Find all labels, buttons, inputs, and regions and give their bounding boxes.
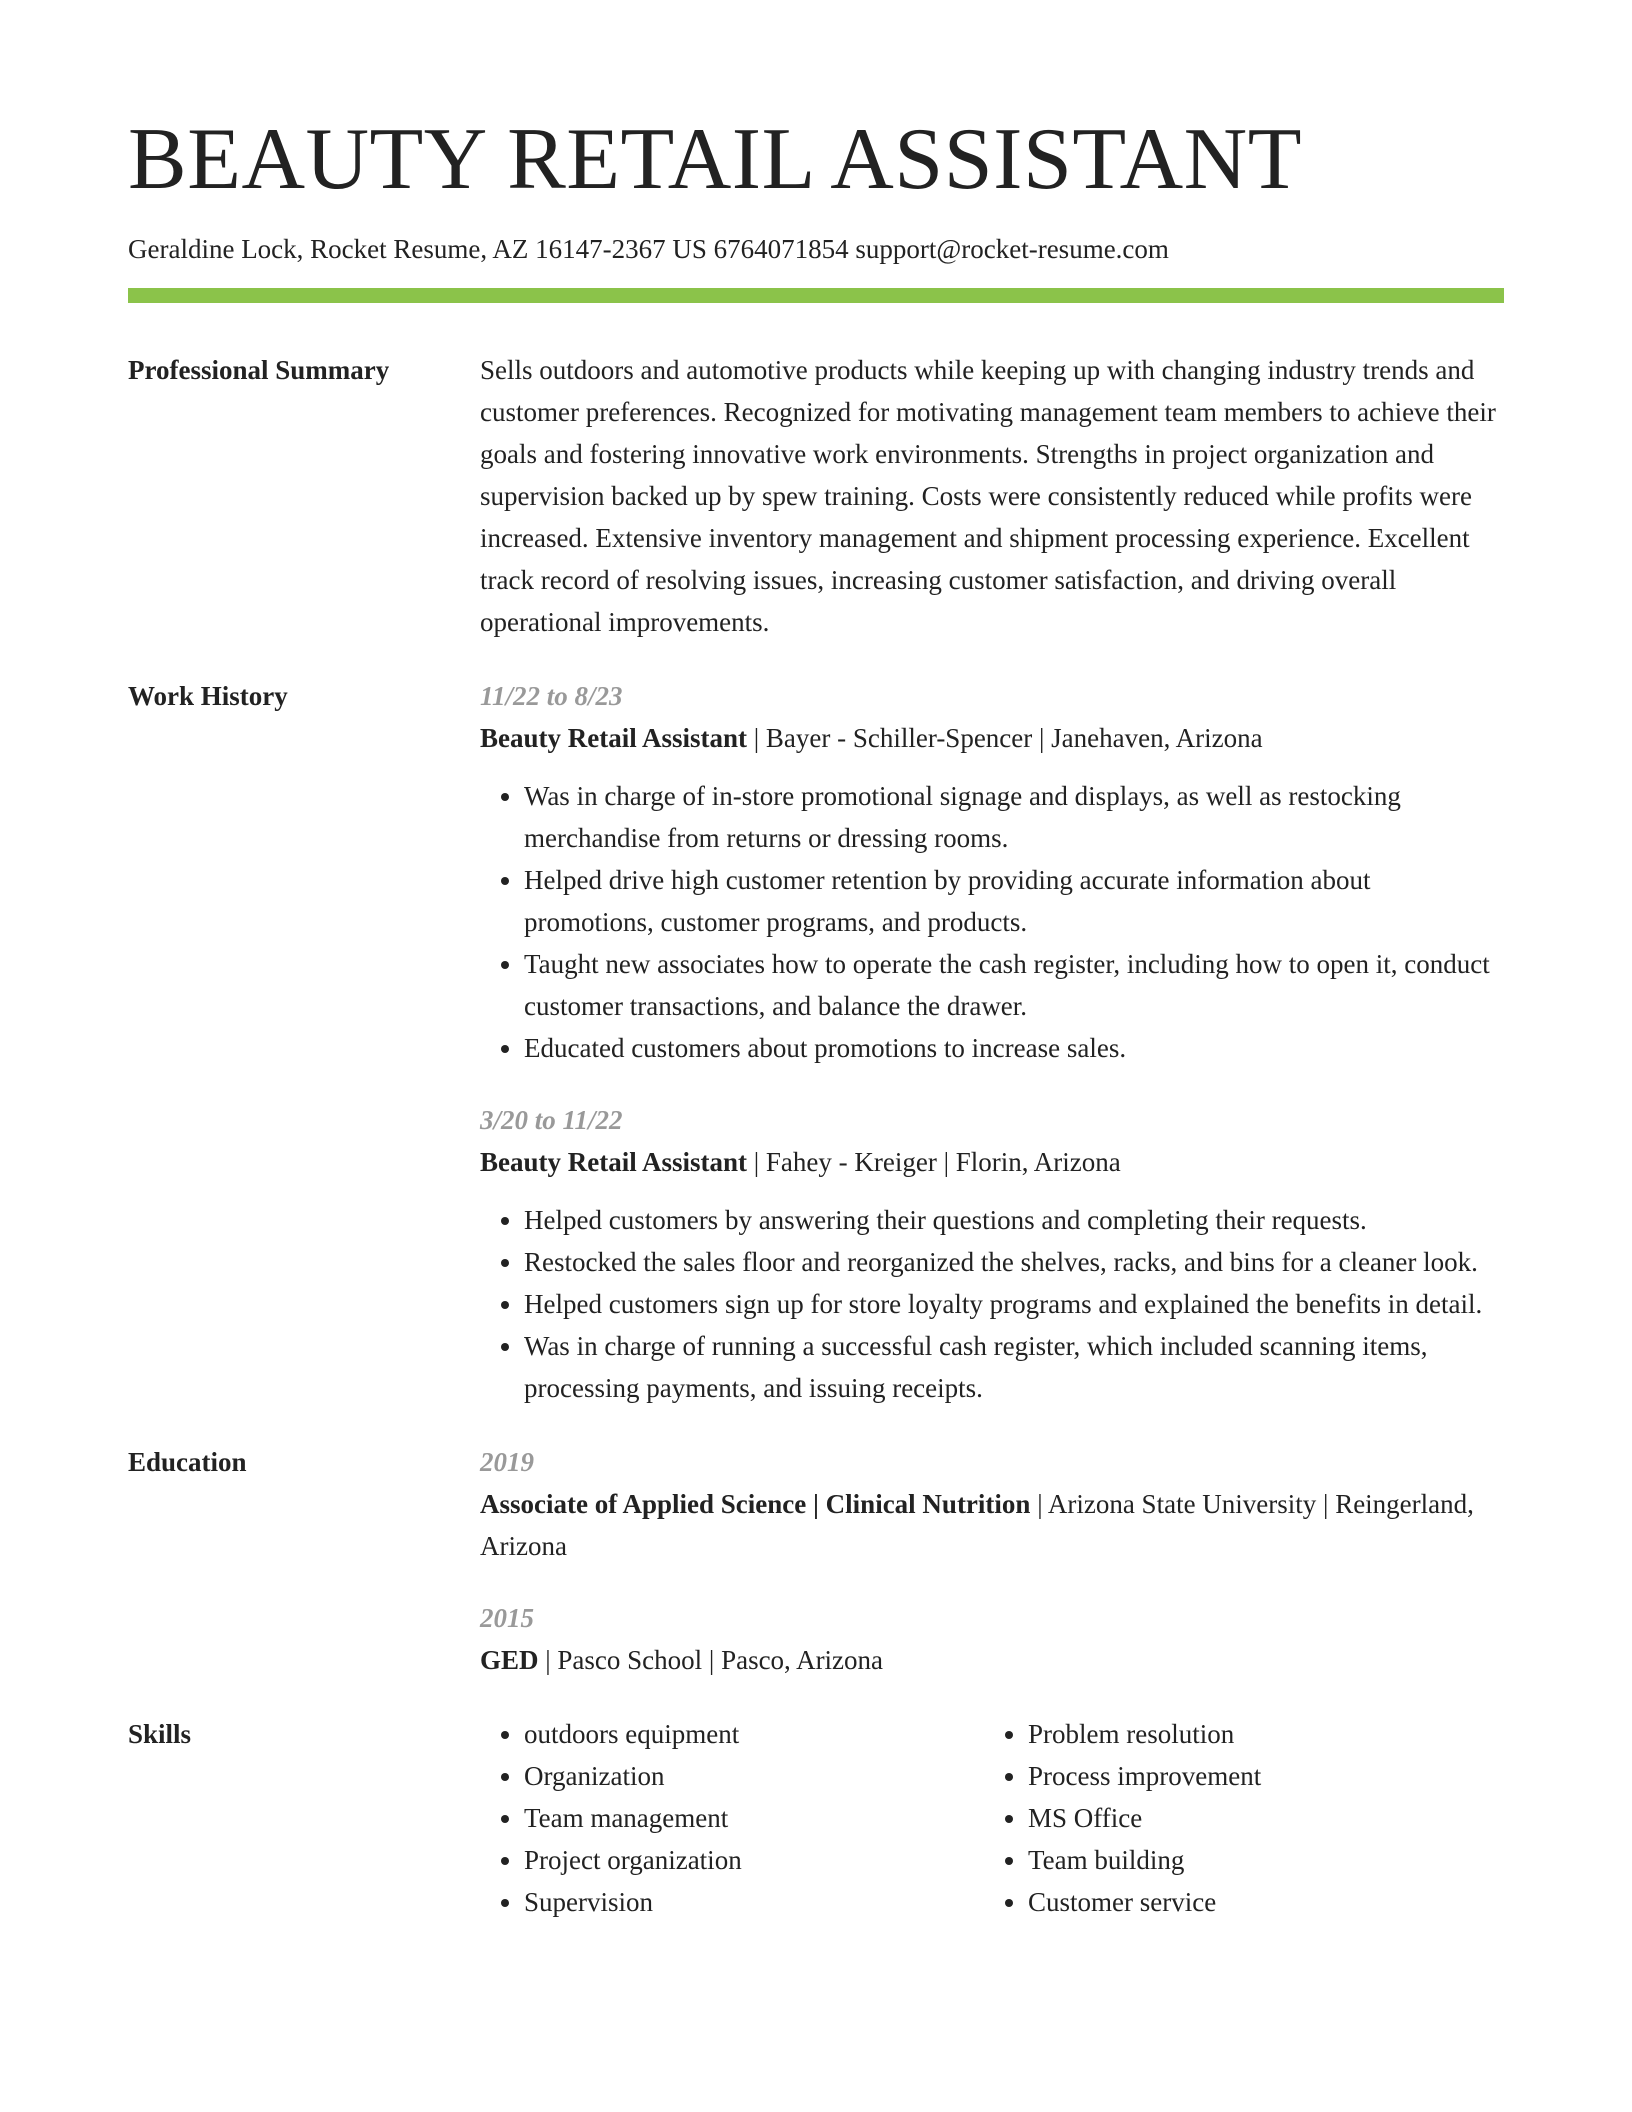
- skills-grid: [480, 1713, 1504, 1923]
- job-entry: [480, 675, 1504, 1069]
- list-item: • Helped drive high customer retention by providing accurate information about promotions, customer programs, and products.: [524, 859, 1504, 943]
- list-item: • Educated customers about promotions to increase sales.: [524, 1027, 1504, 1069]
- section-label-skills: Skills: [128, 1719, 192, 1749]
- skills-body: [480, 1713, 1504, 1923]
- job-bullets: [480, 1199, 1504, 1409]
- job-bullets: [480, 775, 1504, 1069]
- education-year: 2015: [480, 1603, 534, 1633]
- education-degree: GED: [480, 1645, 539, 1675]
- work-history-body: [480, 675, 1504, 1409]
- list-item: • Was in charge of running a successful cash register, which included scanning items, processing payments, and issuing receipts.: [524, 1325, 1504, 1409]
- summary-body: [480, 349, 1504, 643]
- skill-item: • Supervision: [524, 1881, 984, 1923]
- list-item: • Helped customers sign up for store loyalty programs and explained the benefits in detail.: [524, 1283, 1504, 1325]
- skill-item: • MS Office: [1028, 1797, 1488, 1839]
- skill-item: • Organization: [524, 1755, 984, 1797]
- section-label-education: Education: [128, 1447, 247, 1477]
- job-dates: 3/20 to 11/22: [480, 1105, 623, 1135]
- section-label-summary: Professional Summary: [128, 355, 390, 385]
- skills-section: [128, 1713, 1504, 1923]
- job-entry: [480, 1099, 1504, 1409]
- job-heading: [480, 717, 1504, 759]
- job-details: | Fahey - Kreiger | Florin, Arizona: [747, 1147, 1121, 1177]
- skill-item: • Customer service: [1028, 1881, 1488, 1923]
- page-title: BEAUTY RETAIL ASSISTANT: [128, 111, 1302, 208]
- resume-page: [128, 110, 1504, 1923]
- contact-info: Geraldine Lock, Rocket Resume, AZ 16147-2367 US 6764071854 support@rocket-resume.com: [128, 234, 1169, 264]
- education-body: [480, 1441, 1504, 1681]
- section-label-work-history: Work History: [128, 681, 288, 711]
- work-history-section: [128, 675, 1504, 1409]
- job-details: | Bayer - Schiller-Spencer | Janehaven, Arizona: [747, 723, 1263, 753]
- job-dates: 11/22 to 8/23: [480, 681, 623, 711]
- summary-section: [128, 349, 1504, 643]
- list-item: • Taught new associates how to operate the cash register, including how to open it, conduct customer transactions, and balance the drawer.: [524, 943, 1504, 1027]
- education-heading: [480, 1483, 1504, 1567]
- list-item: • Was in charge of in-store promotional signage and displays, as well as restocking merchandise from returns or dressing rooms.: [524, 775, 1504, 859]
- skill-item: • Problem resolution: [1028, 1713, 1488, 1755]
- education-year: 2019: [480, 1447, 534, 1477]
- list-item: • Helped customers by answering their questions and completing their requests.: [524, 1199, 1504, 1241]
- education-section: [128, 1441, 1504, 1681]
- summary-text: Sells outdoors and automotive products while keeping up with changing industry trends and customer preferences. Recognized for motivating management team members to achieve their goals and fostering innovative work environments. Strengths in project organization and supervision backed up by spew training. Costs were consistently reduced while profits were increased. Extensive inventory management and shipment processing experience. Excellent track record of resolving issues, increasing customer satisfaction, and driving overall operational improvements.: [480, 355, 1496, 637]
- skill-item: • outdoors equipment: [524, 1713, 984, 1755]
- skills-column-right: [984, 1713, 1488, 1923]
- education-degree: Associate of Applied Science | Clinical Nutrition: [480, 1489, 1031, 1519]
- education-details: | Pasco School | Pasco, Arizona: [538, 1645, 884, 1675]
- skills-column-left: [480, 1713, 984, 1923]
- skill-item: • Project organization: [524, 1839, 984, 1881]
- job-heading: [480, 1141, 1504, 1183]
- education-heading: [480, 1639, 1504, 1681]
- skill-item: • Process improvement: [1028, 1755, 1488, 1797]
- accent-divider: [128, 288, 1504, 303]
- education-entry: [480, 1441, 1504, 1567]
- job-role: Beauty Retail Assistant: [480, 723, 748, 753]
- job-role: Beauty Retail Assistant: [480, 1147, 748, 1177]
- list-item: • Restocked the sales floor and reorganized the shelves, racks, and bins for a cleaner look.: [524, 1241, 1504, 1283]
- skill-item: • Team management: [524, 1797, 984, 1839]
- education-entry: [480, 1597, 1504, 1681]
- skill-item: • Team building: [1028, 1839, 1488, 1881]
- education-details: | Arizona State University | Reingerland, Arizona: [480, 1489, 1474, 1561]
